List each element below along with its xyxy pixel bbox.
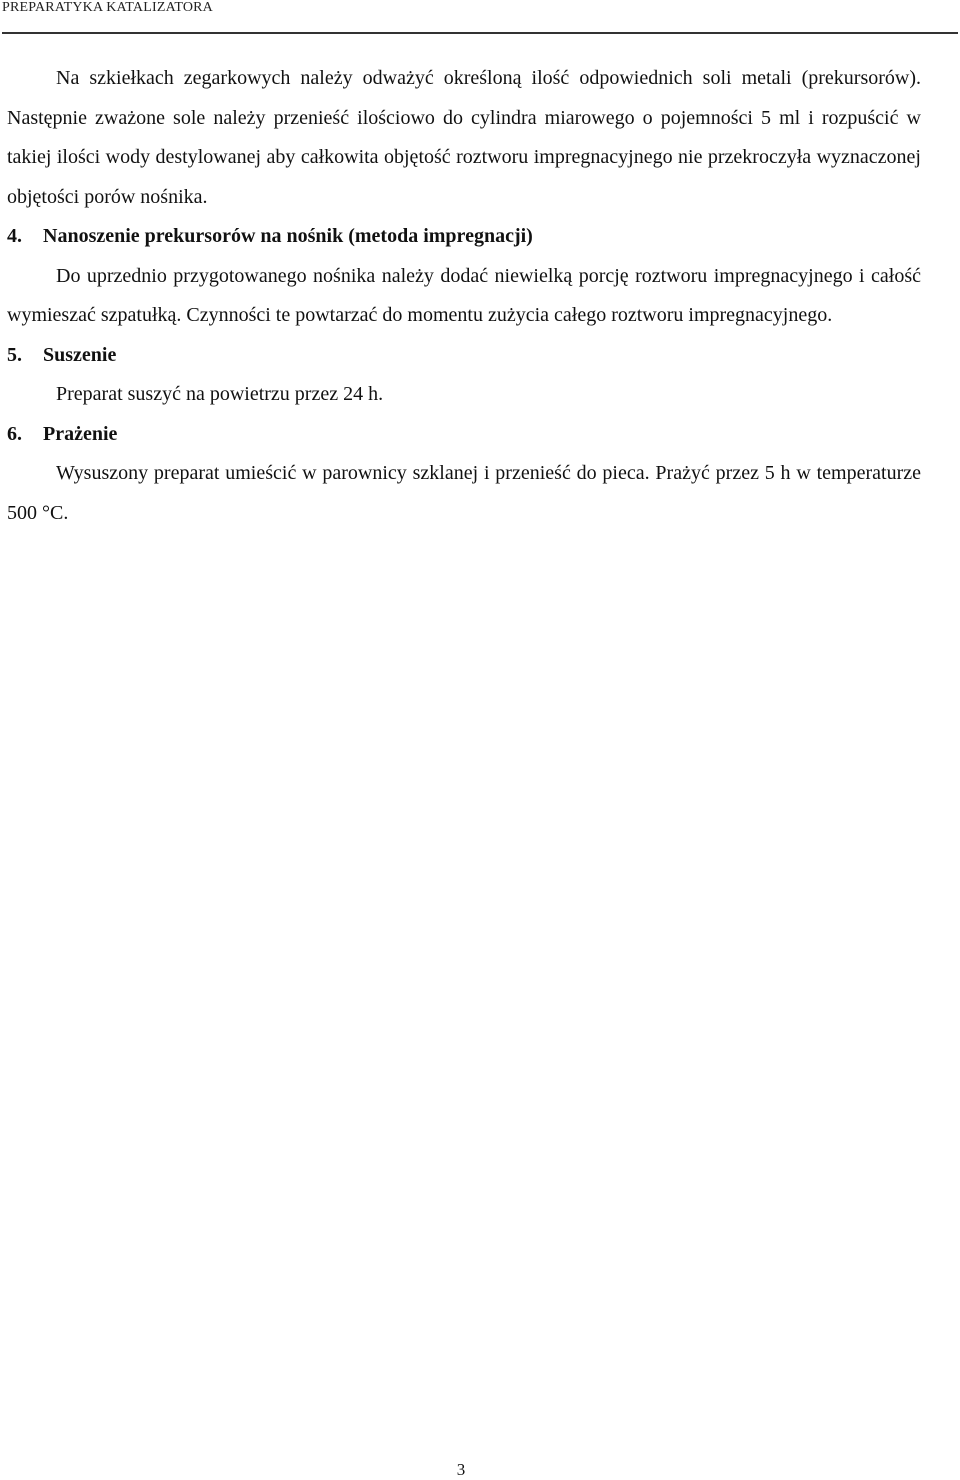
section-body-calcination: Wysuszony preparat umieścić w parownicy szklanej i przenieść do pieca. Prażyć przez 5 h w temperaturze 500 °C.: [7, 462, 921, 524]
section-number: 5.: [7, 343, 22, 366]
section-title: Nanoszenie prekursorów na nośnik (metoda impregnacji): [43, 225, 533, 247]
section-heading-impregnation: [7, 217, 921, 257]
section-heading-drying: [7, 336, 921, 376]
paragraph-weighing: Na szkiełkach zegarkowych należy odważyć określoną ilość odpowiednich soli metali (prekursorów). Następnie zważone sole należy przenieść ilościowo do cylindra miarowego o pojemności 5 ml i rozpuścić w takiej ilości wody destylowanej aby całkowita objętość roztworu impregnacyjnego nie przekroczyła wyznaczonej objętości porów nośnika.: [7, 67, 921, 208]
section-title: Prażenie: [43, 422, 118, 445]
page-number: 3: [456, 1460, 466, 1479]
header-divider: [2, 32, 958, 34]
section-number: 4.: [7, 225, 22, 247]
section-title: Suszenie: [43, 343, 117, 366]
section-body-impregnation: Do uprzednio przygotowanego nośnika należy dodać niewielką porcję roztworu impregnacyjnego i całość wymieszać szpatułką. Czynności te powtarzać do momentu zużycia całego roztworu impregnacyjnego.: [7, 264, 921, 326]
section-body-drying: Preparat suszyć na powietrzu przez 24 h.: [56, 383, 384, 405]
running-header-title: PREPARATYKA KATALIZATORA: [2, 0, 213, 15]
section-heading-calcination: [7, 415, 921, 455]
section-number: 6.: [7, 422, 22, 445]
document-body: [7, 59, 921, 533]
